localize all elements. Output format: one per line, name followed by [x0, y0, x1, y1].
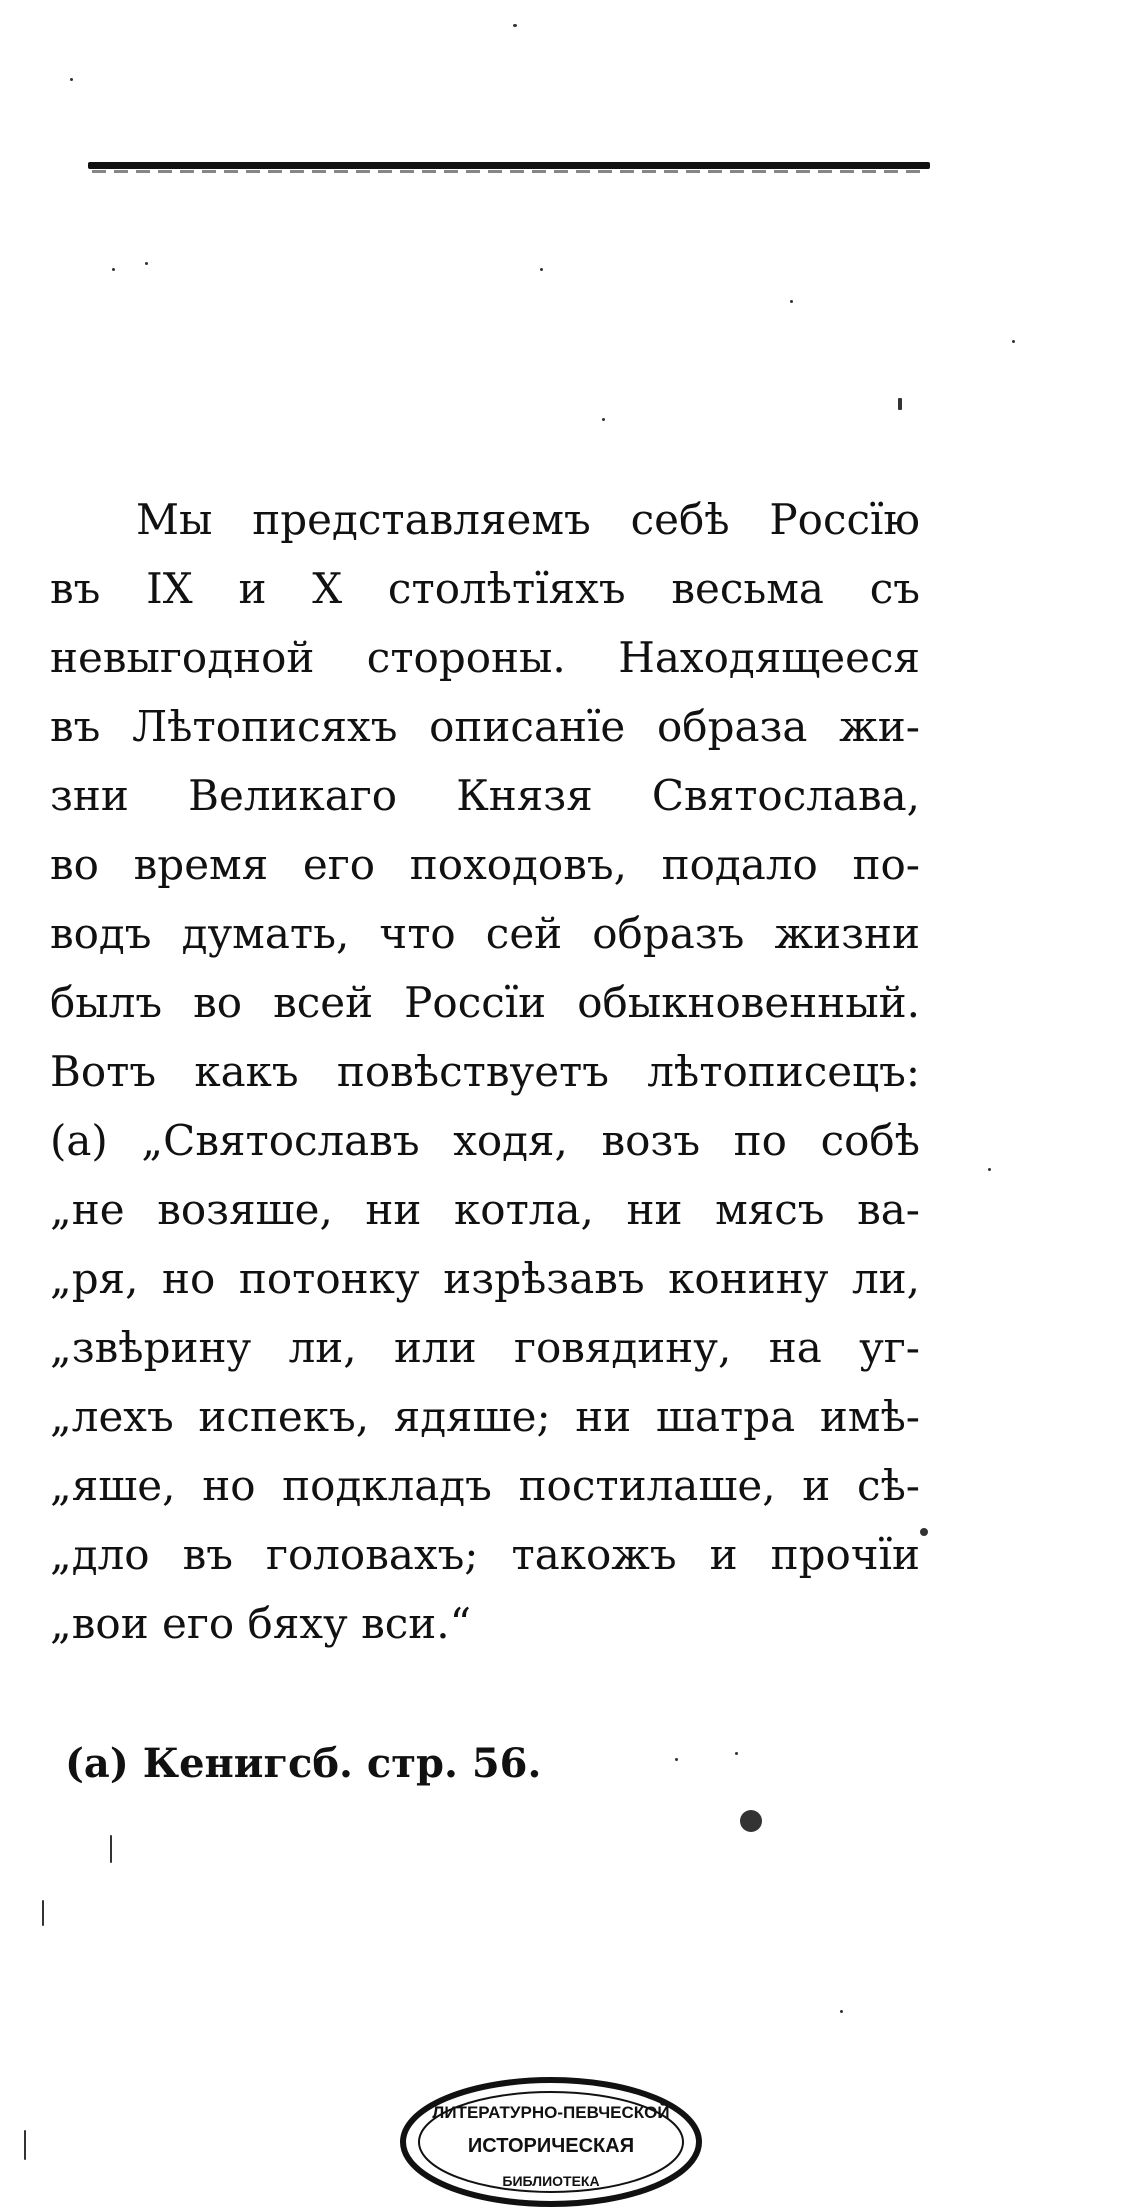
text-line: „звѣрину ли, или говядину, на уг-: [50, 1323, 920, 1372]
stamp-line-2: ИСТОРИЧЕСКАЯ: [467, 2135, 635, 2157]
text-line: во время его походовъ, подало по-: [50, 840, 920, 889]
text-line: Вотъ какъ повѣствуетъ лѣтописецъ:: [50, 1047, 920, 1096]
text-line: „вои его бяху вси.“: [50, 1599, 472, 1648]
library-stamp: [396, 2052, 706, 2208]
text-line: Мы представляемъ себѣ Россїю: [136, 495, 920, 544]
text-line: „лехъ испекъ, ядяше; ни шатра имѣ-: [50, 1392, 920, 1441]
footnote: (а) Кенигсб. стр. 56.: [65, 1740, 542, 1787]
text-line: „яше, но подкладъ постилаше, и сѣ-: [50, 1461, 920, 1510]
text-line: въ Лѣтописяхъ описанїе образа жи-: [50, 702, 920, 751]
text-line: „ря, но потонку изрѣзавъ конину ли,: [50, 1254, 920, 1303]
text-line: зни Великаго Князя Святослава,: [50, 771, 920, 820]
header-rule: [88, 162, 930, 169]
header-rule-shadow: [92, 170, 922, 173]
text-line: „дло въ головахъ; такожъ и прочїи: [50, 1530, 920, 1579]
text-line: въ IX и X столѣтїяхъ весьма съ: [50, 564, 920, 613]
text-line: „не возяше, ни котла, ни мясъ ва-: [50, 1185, 920, 1234]
stamp-line-1: ЛИТЕРАТУРНО-ПЕВЧЕСКОЙ: [432, 2103, 670, 2122]
stamp-seal: [396, 2052, 706, 2208]
text-line: водъ думать, что сей образъ жизни: [50, 909, 920, 958]
stamp-line-3: БИБЛИОТЕКА: [502, 2173, 600, 2189]
text-line: невыгодной стороны. Находящееся: [50, 633, 920, 682]
text-line: (а) „Святославъ ходя, возъ по собѣ: [50, 1116, 920, 1165]
text-line: былъ во всей Россїи обыкновенный.: [50, 978, 920, 1027]
main-paragraph: [50, 485, 920, 1658]
